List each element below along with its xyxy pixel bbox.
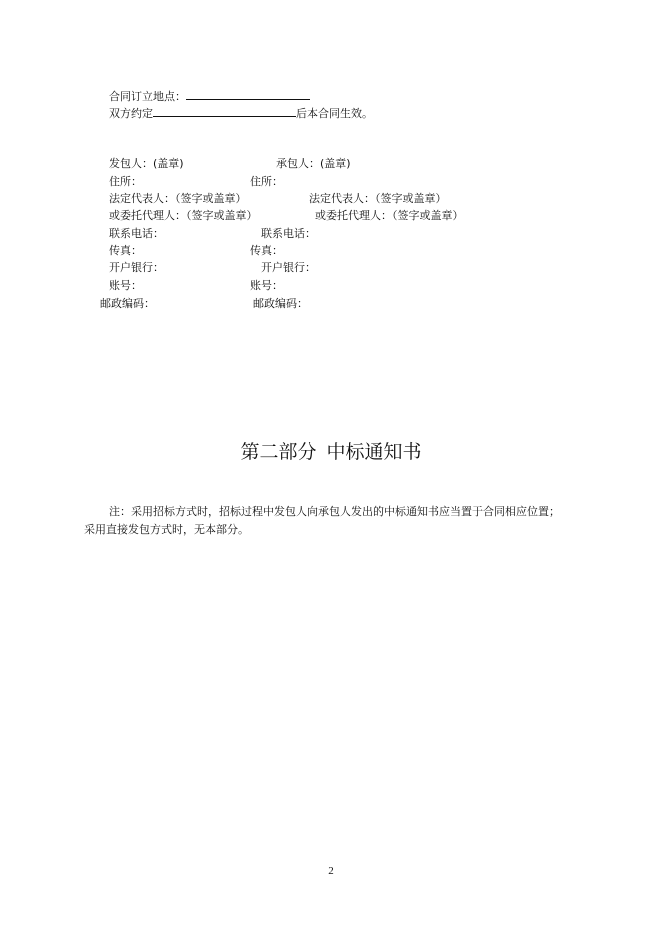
section-heading	[0, 440, 662, 464]
agreement-prefix: 双方约定	[109, 107, 153, 120]
issuer-legal-rep-label: 法定代表人：（签字或盖章）	[109, 192, 247, 205]
agreement-blank	[153, 105, 296, 117]
section-part: 第二部分	[240, 441, 317, 463]
contractor-seal-label: 承包人：(盖章)	[276, 157, 351, 170]
page-number: 2	[328, 865, 334, 877]
issuer-account-label: 账号：	[109, 279, 142, 292]
signing-place-line	[109, 88, 310, 104]
contractor-legal-rep-label: 法定代表人：（签字或盖章）	[309, 192, 447, 205]
contractor-address-label: 住所：	[250, 175, 283, 188]
contractor-bank-label: 开户银行：	[261, 261, 316, 274]
issuer-bank-label: 开户银行：	[109, 261, 164, 274]
contractor-agent-label: 或委托代理人：（签字或盖章）	[315, 209, 464, 222]
contractor-phone-label: 联系电话：	[261, 227, 316, 240]
contractor-fax-label: 传真：	[250, 244, 283, 257]
issuer-seal-label: 发包人：(盖章)	[109, 157, 184, 170]
contractor-account-label: 账号：	[250, 279, 283, 292]
agreement-suffix: 后本合同生效。	[296, 107, 373, 120]
issuer-agent-label: 或委托代理人：（签字或盖章）	[109, 209, 258, 222]
note-line-1: 注：采用招标方式时，招标过程中发包人向承包人发出的中标通知书应当置于合同相应位置；	[109, 505, 560, 518]
signing-place-blank	[186, 88, 310, 100]
issuer-address-label: 住所：	[109, 175, 142, 188]
issuer-phone-label: 联系电话：	[109, 227, 164, 240]
agreement-line	[109, 105, 373, 121]
issuer-postcode-label: 邮政编码：	[100, 297, 155, 310]
contractor-postcode-label: 邮政编码：	[253, 297, 308, 310]
signing-place-label: 合同订立地点：	[109, 90, 186, 103]
issuer-fax-label: 传真：	[109, 244, 142, 257]
note-line-2: 采用直接发包方式时，无本部分。	[84, 523, 249, 536]
section-title: 中标通知书	[326, 441, 422, 463]
